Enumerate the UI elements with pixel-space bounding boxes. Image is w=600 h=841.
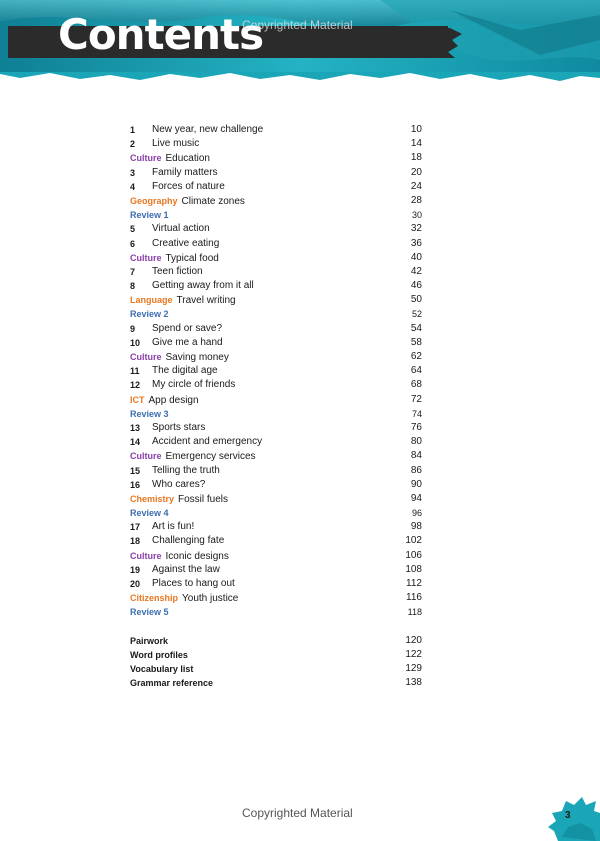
unit-number: 2: [130, 139, 136, 150]
page-ref: 14: [410, 138, 422, 150]
unit-number: 8: [130, 281, 136, 292]
review-title: Review 1: [130, 210, 169, 221]
watermark-top: Copyrighted Material: [242, 18, 353, 32]
toc-row: [130, 279, 422, 293]
toc-row: [130, 605, 422, 619]
section-tag: ICT: [130, 394, 145, 405]
section-tag: Culture: [130, 153, 162, 164]
page-ref: 112: [406, 578, 422, 589]
unit-number: 14: [130, 437, 141, 448]
toc-row: [130, 293, 422, 307]
page-ref: 86: [410, 464, 422, 476]
unit-number: 15: [130, 465, 141, 476]
review-title: Review 3: [130, 408, 169, 419]
page-ref: 36: [410, 237, 422, 249]
toc-row: [130, 591, 422, 605]
toc-row: [130, 534, 422, 548]
section-tag: Chemistry: [130, 493, 175, 504]
unit-title: Family matters: [152, 166, 218, 178]
section-title: Fossil fuels: [178, 493, 229, 505]
toc-row: [130, 435, 422, 449]
unit-number: 1: [130, 125, 136, 135]
page-ref: 52: [411, 309, 422, 320]
section-tag: Culture: [130, 352, 162, 362]
page-ref: 118: [407, 607, 422, 618]
toc-row: [130, 237, 422, 251]
unit-number: 18: [130, 536, 141, 547]
review-title: Review 4: [130, 508, 169, 519]
section-entry: [130, 393, 199, 408]
toc-row: [130, 194, 422, 208]
appendix-row: [130, 634, 422, 648]
page-ref: 120: [405, 634, 422, 646]
unit-title: Art is fun!: [152, 521, 195, 533]
toc-row: [130, 336, 422, 350]
page-ref: 30: [411, 210, 422, 221]
section-title: Youth justice: [182, 593, 239, 605]
unit-title: Teen fiction: [152, 265, 203, 277]
unit-number: 12: [130, 380, 141, 391]
page-ref: 58: [410, 336, 422, 348]
page-ref: 64: [410, 365, 422, 377]
section-title: Travel writing: [176, 295, 236, 307]
section-entry: [130, 449, 256, 464]
page-ref: 42: [410, 265, 422, 277]
unit-number: 6: [130, 238, 136, 249]
toc-row: [130, 506, 422, 520]
page-ref: 80: [410, 436, 422, 448]
page-ref: 20: [410, 166, 422, 178]
section-entry: [130, 293, 236, 308]
toc-row: [130, 520, 422, 534]
section-entry: [130, 251, 219, 266]
toc-row: [130, 577, 422, 591]
unit-number: 19: [130, 564, 141, 575]
unit-title: New year, new challenge: [152, 124, 264, 135]
toc-row: [130, 393, 422, 407]
page-ref: 138: [405, 677, 422, 689]
unit-title: Forces of nature: [152, 180, 225, 192]
section-title: Saving money: [165, 352, 229, 363]
section-title: Climate zones: [181, 195, 245, 207]
page-ref: 74: [411, 408, 422, 419]
unit-title: Give me a hand: [152, 336, 223, 348]
unit-title: The digital age: [152, 365, 218, 377]
page-title: Contents: [58, 10, 264, 59]
unit-number: 10: [130, 337, 141, 348]
page-ref: 40: [410, 251, 422, 263]
appendix-title: Grammar reference: [130, 678, 214, 689]
section-entry: [130, 350, 229, 365]
page-ref: 76: [410, 421, 422, 433]
page-ref: 129: [405, 662, 422, 674]
page-ref: 54: [410, 322, 422, 334]
page-ref: 10: [410, 124, 422, 135]
page-ref: 24: [410, 180, 422, 192]
toc-row: [130, 407, 422, 421]
unit-title: Telling the truth: [152, 464, 220, 476]
section-title: App design: [148, 394, 199, 406]
section-tag: Language: [130, 295, 173, 306]
toc-row: [130, 478, 422, 492]
review-title: Review 2: [130, 309, 169, 320]
unit-number: 13: [130, 422, 141, 433]
watermark-bottom: Copyrighted Material: [242, 806, 353, 820]
section-entry: [130, 151, 210, 166]
section-title: Emergency services: [165, 451, 256, 463]
unit-title: Virtual action: [152, 223, 210, 235]
section-entry: [130, 549, 229, 564]
unit-title: Creative eating: [152, 237, 220, 249]
unit-title: Accident and emergency: [152, 436, 263, 448]
unit-title: Places to hang out: [152, 578, 235, 589]
toc-row: [130, 137, 422, 151]
unit-title: Who cares?: [152, 478, 206, 490]
section-entry: [130, 591, 238, 606]
review-title: Review 5: [130, 607, 169, 618]
section-entry: [130, 492, 228, 507]
unit-number: 3: [130, 167, 136, 178]
appendix-title: Vocabulary list: [130, 663, 194, 674]
page-ref: 68: [410, 379, 422, 391]
page-ref: 102: [405, 535, 422, 547]
unit-title: Against the law: [152, 563, 220, 575]
appendix-title: Pairwork: [130, 635, 169, 646]
unit-number: 4: [130, 181, 136, 192]
page-ref: 46: [410, 280, 422, 292]
toc-row: [130, 180, 422, 194]
unit-number: 17: [130, 522, 141, 533]
toc-row: [130, 265, 422, 279]
unit-number: 20: [130, 579, 141, 589]
page-ref: 116: [406, 592, 422, 604]
toc-row: [130, 378, 422, 392]
page-ref: 18: [410, 152, 422, 164]
toc-row: [130, 251, 422, 265]
toc-row: [130, 166, 422, 180]
unit-title: Challenging fate: [152, 535, 225, 547]
appendix-row: [130, 676, 422, 690]
page-ref: 62: [410, 351, 422, 362]
toc-row: [130, 322, 422, 336]
section-tag: Culture: [130, 451, 162, 462]
toc-row: [130, 464, 422, 478]
page-ref: 72: [410, 393, 422, 405]
section-tag: Culture: [130, 550, 162, 561]
toc-row: [130, 222, 422, 236]
appendix-title: Word profiles: [130, 649, 188, 660]
page-ref: 90: [410, 478, 422, 490]
unit-number: 16: [130, 479, 141, 490]
page-ref: 50: [410, 294, 422, 306]
table-of-contents: [130, 123, 422, 690]
unit-number: 5: [130, 224, 136, 235]
unit-title: Sports stars: [152, 421, 206, 433]
unit-number: 9: [130, 323, 136, 334]
unit-number: 11: [130, 366, 140, 377]
toc-row: [130, 307, 422, 321]
toc-row: [130, 492, 422, 506]
toc-row: [130, 208, 422, 222]
toc-row: [130, 151, 422, 165]
section-title: Typical food: [165, 252, 219, 264]
toc-spacer: [130, 620, 422, 634]
page-number: 3: [565, 810, 571, 821]
toc-row: [130, 421, 422, 435]
toc-row: [130, 123, 422, 137]
section-tag: Geography: [130, 195, 178, 206]
section-title: Education: [165, 153, 210, 165]
section-title: Iconic designs: [165, 550, 229, 562]
appendix-row: [130, 662, 422, 676]
section-tag: Citizenship: [130, 593, 179, 604]
toc-row: [130, 549, 422, 563]
page-ref: 28: [410, 194, 422, 206]
unit-title: Live music: [152, 138, 200, 150]
appendix-row: [130, 648, 422, 662]
toc-row: [130, 449, 422, 463]
page-ref: 32: [410, 223, 422, 235]
page-ref: 122: [405, 648, 422, 660]
unit-title: My circle of friends: [152, 379, 236, 391]
page-ref: 96: [411, 508, 422, 519]
page-ref: 94: [410, 492, 422, 504]
page-ref: 84: [410, 450, 422, 462]
section-tag: Culture: [130, 252, 162, 263]
page-ref: 106: [405, 549, 422, 561]
unit-number: 7: [130, 266, 136, 277]
unit-title: Spend or save?: [152, 322, 223, 334]
toc-row: [130, 364, 422, 378]
unit-title: Getting away from it all: [152, 280, 254, 292]
toc-row: [130, 563, 422, 577]
page-ref: 108: [405, 563, 422, 575]
page-ref: 98: [410, 521, 422, 533]
toc-row: [130, 350, 422, 364]
section-entry: [130, 194, 245, 209]
